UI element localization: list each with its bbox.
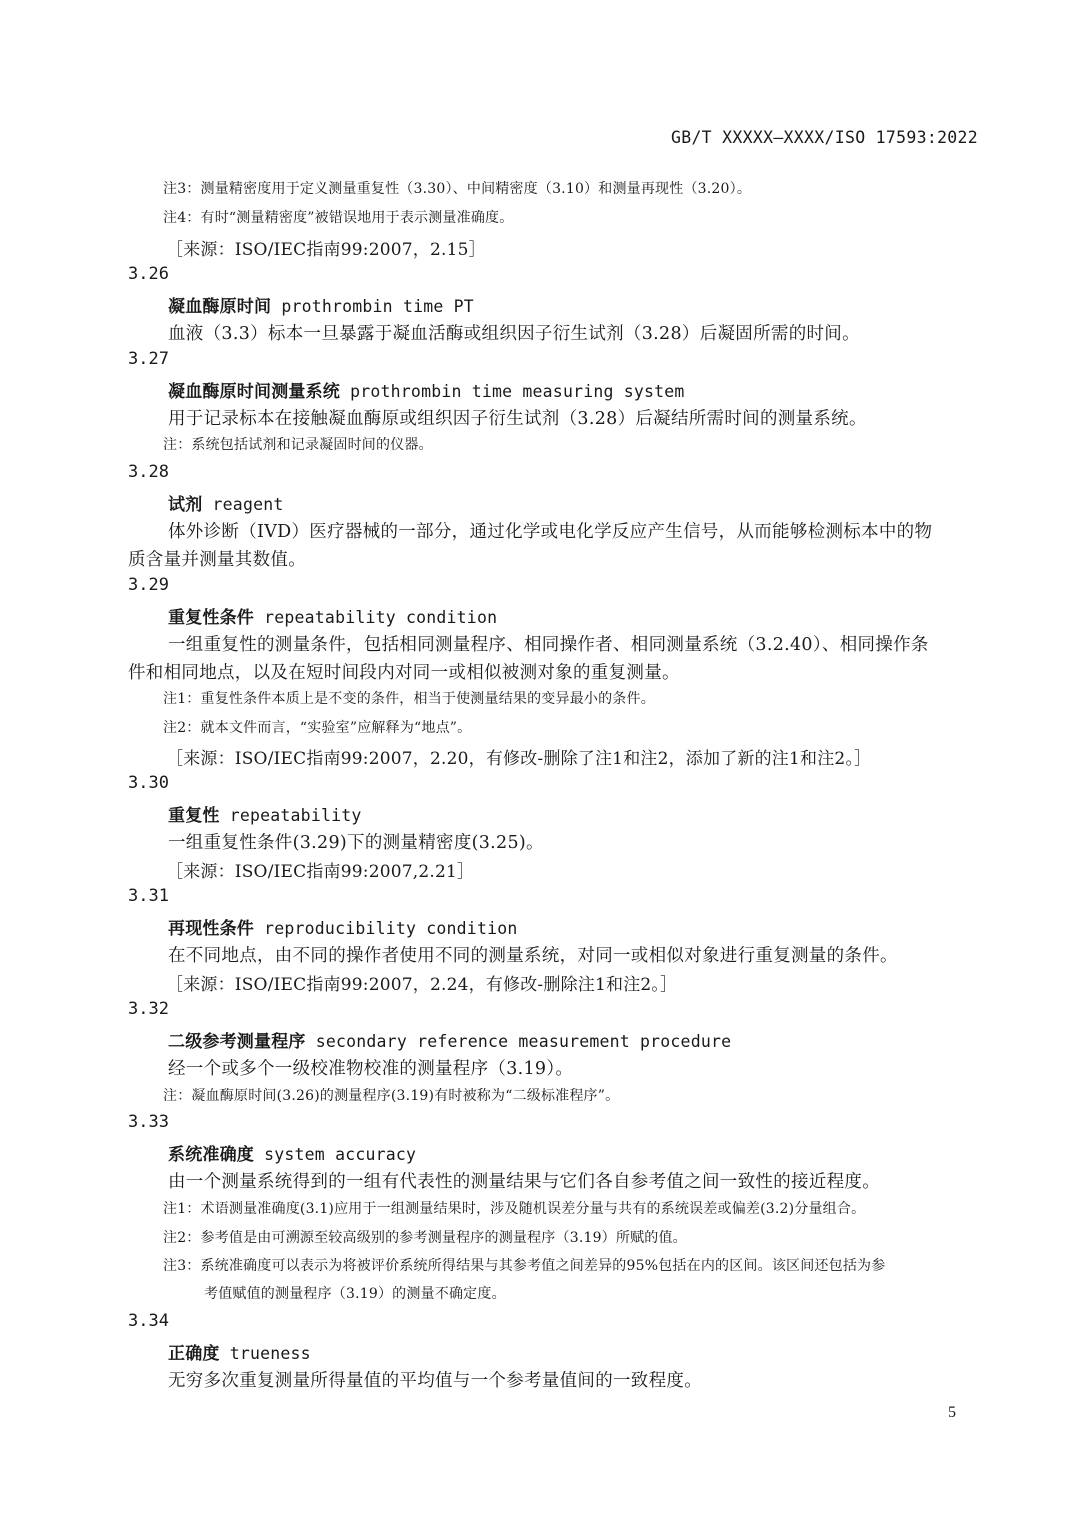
term-cn: 重复性条件 [168,608,254,628]
note-3-29-2: 注2：就本文件而言，“实验室”应解释为“地点”。 [163,720,472,736]
term-cn: 二级参考测量程序 [168,1032,306,1052]
term-3-34 [168,1339,311,1364]
clause-number-3-32: 3.32 [128,999,169,1019]
term-cn: 凝血酶原时间 [168,297,272,317]
term-en: reproducibility condition [254,919,518,938]
note-3-25-4: 注4：有时“测量精密度”被错误地用于表示测量准确度。 [163,210,514,226]
note-3-33-3-cont: 考值赋值的测量程序（3.19）的测量不确定度。 [204,1286,506,1302]
definition-3-33: 由一个测量系统得到的一组有代表性的测量结果与它们各自参考值之间一致性的接近程度。 [168,1172,880,1192]
term-cn: 试剂 [168,495,203,515]
definition-3-32: 经一个或多个一级校准物校准的测量程序（3.19）。 [168,1059,574,1079]
note-3-32: 注：凝血酶原时间(3.26)的测量程序(3.19)有时被称为“二级标准程序”。 [163,1088,620,1104]
term-3-30 [168,801,361,826]
term-3-29 [168,603,497,628]
clause-number-3-29: 3.29 [128,575,169,595]
term-3-27 [168,377,685,402]
definition-3-28-line2: 质含量并测量其数值。 [128,550,306,570]
definition-3-26: 血液（3.3）标本一旦暴露于凝血活酶或组织因子衍生试剂（3.28）后凝固所需的时间。 [168,324,860,344]
term-3-26 [168,292,474,317]
term-cn: 再现性条件 [168,919,254,939]
note-3-25-3: 注3：测量精密度用于定义测量重复性（3.30）、中间精密度（3.10）和测量再现性（3.20）。 [163,181,752,197]
definition-3-34: 无穷多次重复测量所得量值的平均值与一个参考量值间的一致程度。 [168,1371,702,1391]
source-3-31: ［来源：ISO/IEC指南99:2007，2.24，有修改-删除注1和注2。］ [166,975,678,995]
term-3-31 [168,914,517,939]
term-en: repeatability condition [254,608,498,627]
definition-3-29-line2: 件和相同地点，以及在短时间段内对同一或相似被测对象的重复测量。 [128,663,680,683]
clause-number-3-26: 3.26 [128,264,169,284]
standard-code-header: GB/T XXXXX—XXXX/ISO 17593:2022 [670,128,978,147]
source-3-25: ［来源：ISO/IEC指南99:2007，2.15］ [166,240,486,260]
term-cn: 凝血酶原时间测量系统 [168,382,340,402]
note-3-33-3: 注3：系统准确度可以表示为将被评价系统所得结果与其参考值之间差异的95%包括在内的区间。该区间还包括为参 [163,1258,886,1274]
term-en: reagent [202,495,284,514]
definition-3-27: 用于记录标本在接触凝血酶原或组织因子衍生试剂（3.28）后凝结所需时间的测量系统。 [168,409,867,429]
term-3-32 [168,1027,731,1052]
clause-number-3-28: 3.28 [128,462,169,482]
definition-3-31: 在不同地点，由不同的操作者使用不同的测量系统，对同一或相似对象进行重复测量的条件。 [168,946,898,966]
note-3-33-2: 注2：参考值是由可溯源至较高级别的参考测量程序的测量程序（3.19）所赋的值。 [163,1230,687,1246]
source-3-29: ［来源：ISO/IEC指南99:2007，2.20，有修改-删除了注1和注2，添加了新的注1和注2。］ [166,749,872,769]
note-3-27: 注：系统包括试剂和记录凝固时间的仪器。 [163,437,433,453]
term-en: repeatability [219,806,362,825]
clause-number-3-27: 3.27 [128,349,169,369]
term-cn: 重复性 [168,806,220,826]
term-en: secondary reference measurement procedure [305,1032,732,1051]
clause-number-3-34: 3.34 [128,1311,169,1331]
clause-number-3-33: 3.33 [128,1112,169,1132]
term-en: prothrombin time measuring system [340,382,685,401]
term-en: trueness [219,1344,311,1363]
definition-3-28-line1: 体外诊断（IVD）医疗器械的一部分，通过化学或电化学反应产生信号，从而能够检测标本中的物 [168,522,933,542]
clause-number-3-30: 3.30 [128,773,169,793]
term-cn: 系统准确度 [168,1145,254,1165]
term-cn: 正确度 [168,1344,220,1364]
term-3-28 [168,490,283,515]
term-en: prothrombin time PT [271,297,474,316]
term-en: system accuracy [254,1145,417,1164]
clause-number-3-31: 3.31 [128,886,169,906]
source-3-30: ［来源：ISO/IEC指南99:2007,2.21］ [166,862,475,882]
note-3-29-1: 注1：重复性条件本质上是不变的条件，相当于使测量结果的变异最小的条件。 [163,691,655,707]
term-3-33 [168,1140,416,1165]
note-3-33-1: 注1：术语测量准确度(3.1)应用于一组测量结果时，涉及随机误差分量与共有的系统误差或偏差(3.2)分量组合。 [163,1201,866,1217]
definition-3-29-line1: 一组重复性的测量条件，包括相同测量程序、相同操作者、相同测量系统（3.2.40）、相同操作条 [168,635,929,655]
definition-3-30: 一组重复性条件(3.29)下的测量精密度(3.25)。 [168,833,544,853]
page-number: 5 [948,1404,956,1421]
